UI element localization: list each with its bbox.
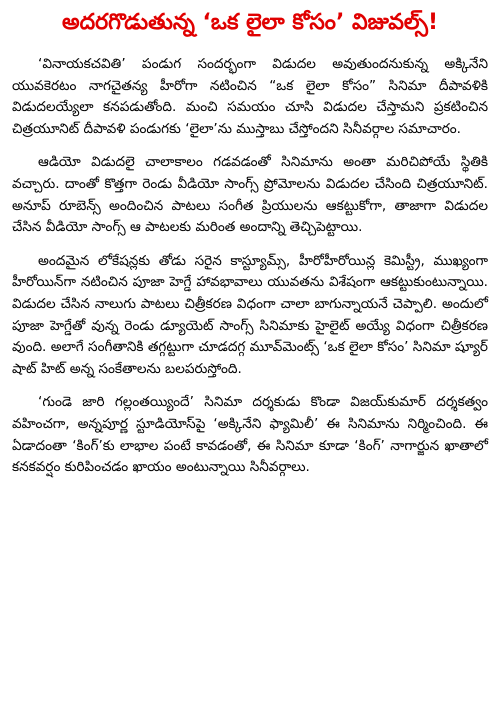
article-paragraph-1: ‘వినాయకచవితి’ పండుగ సందర్భంగా విడుదల అవుతుందనుకున్న అక్కినేని యువకెరటం నాగచైతన్య హీరోగా నటించిన “ఒక లైలా కోసం” సినిమా దీపావళికి విడుదలయ్యేలా కనపడుతోంది. మంచి సమయం చూసి విడుదల చేస్తామని ప్రకటించిన చిత్రయూనిట్ దీపావళి పండుగకు ‘లైలా’ను ముస్తాబు చేస్తోందని సినీవర్గాల సమాచారం. [12, 56, 488, 137]
article-paragraph-2: ఆడియో విడుదలై చాలాకాలం గడవడంతో సినిమాను అంతా మరిచిపోయే స్థితికి వచ్చారు. దాంతో కొత్తగా రెండు వీడియో సాంగ్స్ ప్రోమోలను విడుదల చేసింది చిత్రయూనిట్. అనూప్ రూబెన్స్ అందించిన పాటలు సంగీత ప్రియులను ఆకట్టుకోగా, తాజాగా విడుదల చేసిన వీడియో సాంగ్స్ ఆ పాటలకు మరింత అందాన్ని తెచ్చిపెట్టాయి. [12, 154, 488, 236]
article-paragraph-3: అందమైన లోకేషన్లకు తోడు సరైన కాస్ట్యూమ్స్, హీరోహీరోయిన్ల కెమిస్ట్రీ, ముఖ్యంగా హీరోయిన్‌గా నటించిన పూజా హెగ్డే హావభావాలు యువతను విశేషంగా ఆకట్టుకుంటున్నాయి. విడుదల చేసిన నాలుగు పాటలు చిత్రీకరణ విధంగా చాలా బాగున్నాయనే చెప్పాలి. అందులో పూజా హెగ్డేతో వున్న రెండు డ్యూయెట్ సాంగ్స్ సినిమాకు హైలైట్ అయ్యే విధంగా చిత్రీకరణ వుంది. అలాగే సంగీతానికి తగ్గట్టుగా చూడదగ్గ మూవ్‌మెంట్స్ ‘ఒక లైలా కోసం’ సినిమా ష్యూర్ షాట్ హిట్ అన్న సంకేతాలను బలపరుస్తోంది. [12, 252, 488, 377]
article-paragraph-4: ‘గుండె జారి గల్లంతయ్యిందే’ సినిమా దర్శకుడు కొండా విజయ్‌కుమార్ దర్శకత్వం వహించగా, అన్నపూర్ణ స్టూడియోస్‌పై ‘అక్కినేని ఫ్యామిలీ’ ఈ సినిమాను నిర్మించింది. ఈ ఏడాదంతా ‘కింగ్’కు లాభాల పంటే కావడంతో, ఈ సినిమా కూడా ‘కింగ్’ నాగార్జున ఖాతాలో కనకవర్షం కురిపించడం ఖాయం అంటున్నాయి సినీవర్గాలు. [12, 394, 488, 476]
article-title: అదరగొడుతున్న ‘ఒక లైలా కోసం’ విజువల్స్! [61, 10, 438, 35]
